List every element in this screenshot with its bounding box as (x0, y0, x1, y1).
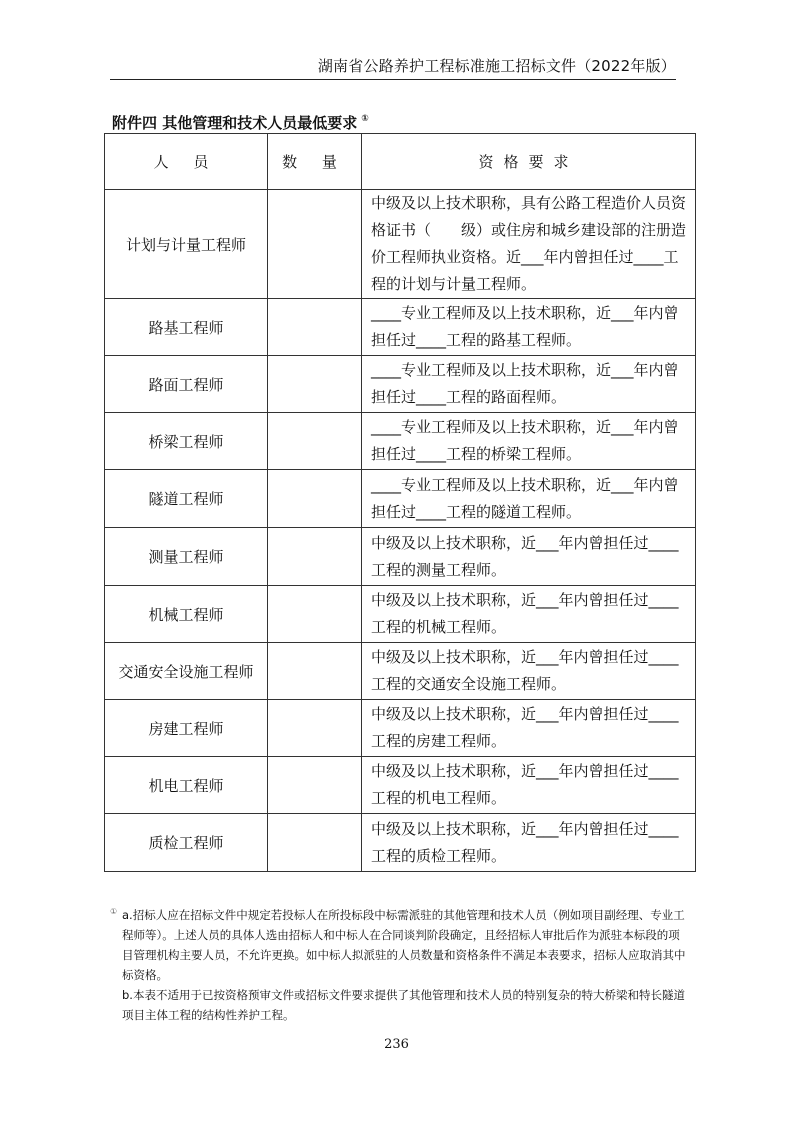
role-cell: 房建工程师 (105, 700, 268, 757)
table-row (105, 470, 696, 528)
requirement-cell: 中级及以上技术职称，近___年内曾担任过____工程的测量工程师。 (362, 528, 696, 586)
role-cell: 桥梁工程师 (105, 413, 268, 470)
requirement-cell: 中级及以上技术职称，近___年内曾担任过____工程的机械工程师。 (362, 586, 696, 643)
table-row (105, 528, 696, 586)
requirement-cell: ____专业工程师及以上技术职称，近___年内曾担任过____工程的桥梁工程师。 (362, 413, 696, 470)
table-row (105, 814, 696, 872)
role-cell: 路基工程师 (105, 299, 268, 356)
role-cell: 质检工程师 (105, 814, 268, 872)
table-row (105, 586, 696, 643)
footnote-mark: ① (361, 114, 369, 124)
table-row (105, 643, 696, 700)
quantity-cell (268, 643, 362, 700)
footnotes (112, 905, 690, 1025)
quantity-cell (268, 470, 362, 528)
table-title (112, 112, 369, 133)
quantity-cell (268, 356, 362, 413)
role-cell: 计划与计量工程师 (105, 190, 268, 299)
footnote-a-text: a.招标人应在招标文件中规定若投标人在所投标段中标需派驻的其他管理和技术人员（例如项目副经理、专业工程师等）。上述人员的具体人选由招标人和中标人在合同谈判阶段确定，且经招标人审批后作为派驻本标段的项目管理机构主要人员，不允许更换。如中标人拟派驻的人员数量和资格条件不满足本表要求，招标人应取消其中标资格。 (122, 908, 686, 982)
header-quantity: 数 量 (268, 134, 362, 190)
header-personnel: 人 员 (105, 134, 268, 190)
quantity-cell (268, 413, 362, 470)
table-row (105, 299, 696, 356)
table-row (105, 413, 696, 470)
page-number: 236 (384, 1037, 409, 1052)
table-header-row (105, 134, 696, 190)
requirement-cell: 中级及以上技术职称，近___年内曾担任过____工程的交通安全设施工程师。 (362, 643, 696, 700)
role-cell: 机电工程师 (105, 757, 268, 814)
table-row (105, 700, 696, 757)
role-cell: 机械工程师 (105, 586, 268, 643)
requirements-table (104, 133, 696, 872)
header-qualification: 资格要求 (362, 134, 696, 190)
footnote-b: b.本表不适用于已按资格预审文件或招标文件要求提供了其他管理和技术人员的特别复杂的特大桥梁和特长隧道项目主体工程的结构性养护工程。 (122, 988, 685, 1022)
footnote-a (112, 905, 690, 985)
requirement-cell: 中级及以上技术职称，近___年内曾担任过____工程的房建工程师。 (362, 700, 696, 757)
table-row (105, 757, 696, 814)
quantity-cell (268, 528, 362, 586)
table-row (105, 356, 696, 413)
quantity-cell (268, 586, 362, 643)
requirement-cell: ____专业工程师及以上技术职称，近___年内曾担任过____工程的路基工程师。 (362, 299, 696, 356)
quantity-cell (268, 190, 362, 299)
requirement-cell: ____专业工程师及以上技术职称，近___年内曾担任过____工程的路面程师。 (362, 356, 696, 413)
quantity-cell (268, 757, 362, 814)
quantity-cell (268, 299, 362, 356)
role-cell: 测量工程师 (105, 528, 268, 586)
requirement-cell: 中级及以上技术职称，近___年内曾担任过____工程的机电工程师。 (362, 757, 696, 814)
table-row (105, 190, 696, 299)
table-title-text: 附件四 其他管理和技术人员最低要求 (112, 114, 358, 132)
running-header-title: 湖南省公路养护工程标准施工招标文件（2022年版） (317, 57, 676, 75)
quantity-cell (268, 700, 362, 757)
quantity-cell (268, 814, 362, 872)
role-cell: 路面工程师 (105, 356, 268, 413)
requirement-cell: 中级及以上技术职称，近___年内曾担任过____工程的质检工程师。 (362, 814, 696, 872)
header-rule (110, 79, 676, 80)
role-cell: 隧道工程师 (105, 470, 268, 528)
role-cell: 交通安全设施工程师 (105, 643, 268, 700)
footnote-a-mark: ① (110, 907, 118, 916)
requirement-cell: ____专业工程师及以上技术职称，近___年内曾担任过____工程的隧道工程师。 (362, 470, 696, 528)
requirement-cell: 中级及以上技术职称，具有公路工程造价人员资格证书（ 级）或住房和城乡建设部的注册造价工程师执业资格。近___年内曾担任过____工程的计划与计量工程师。 (362, 190, 696, 299)
